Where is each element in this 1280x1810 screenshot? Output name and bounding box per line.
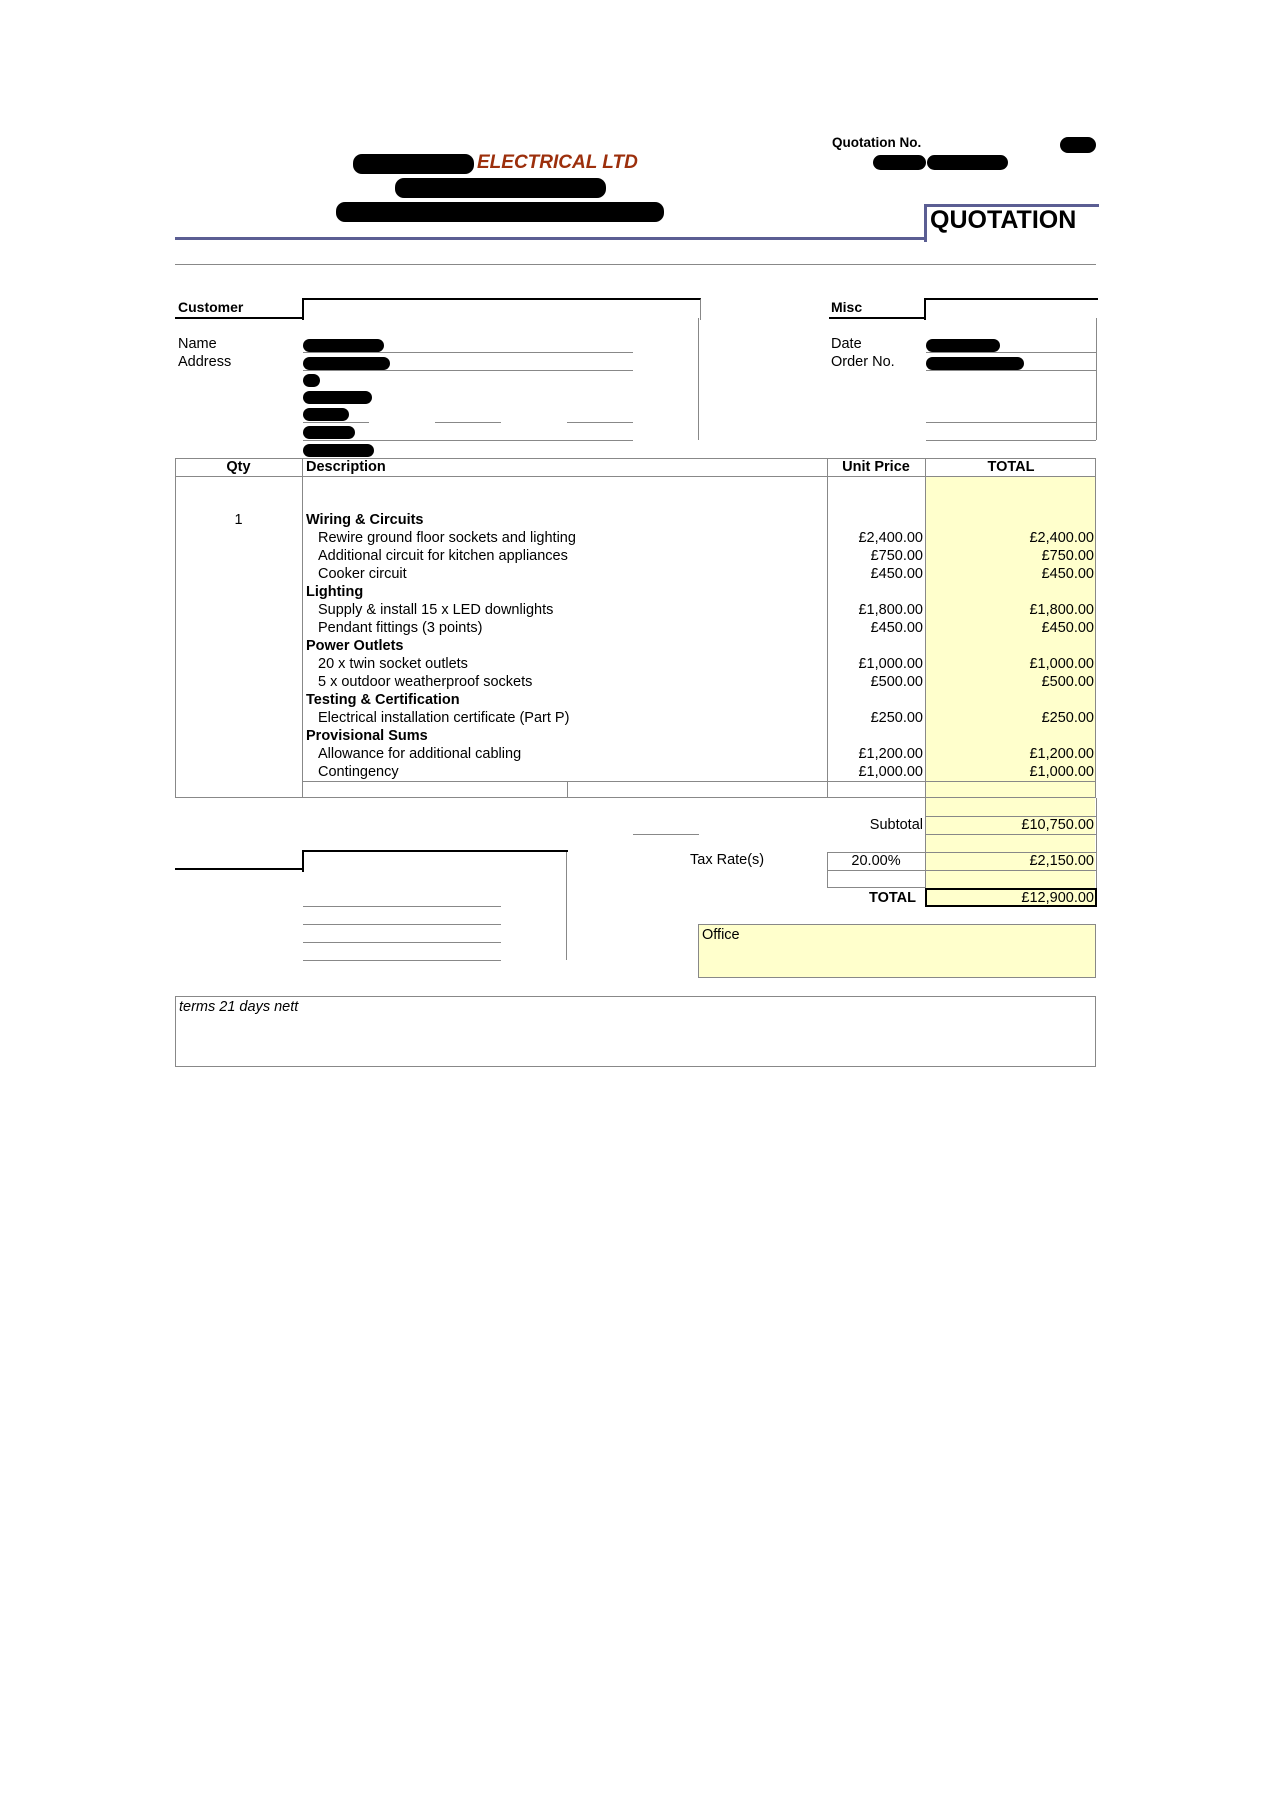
table-row-description: 5 x outdoor weatherproof sockets [318,674,533,690]
table-row-description: Rewire ground floor sockets and lighting [318,530,576,546]
table-row-heading: Power Outlets [306,638,404,654]
table-row-unit-price: £1,800.00 [858,602,923,618]
customer-section-label: Customer [178,299,244,315]
company-name-suffix: ELECTRICAL LTD [477,152,638,173]
unit-price-header: Unit Price [842,459,910,475]
table-row-unit-price: £1,200.00 [858,746,923,762]
table-row-unit-price: £1,000.00 [858,764,923,780]
address-field-line-3 [435,422,501,423]
misc-frame [924,298,1098,320]
customer-frame-right [698,318,699,440]
payment-field-line-3 [303,942,501,943]
subtotal-side-rule [633,834,699,835]
misc-label-underline [829,317,925,319]
description-header: Description [306,459,386,475]
table-row-heading: Testing & Certification [306,692,460,708]
table-last-row-divider [303,781,1095,782]
payment-field-line-2 [303,924,501,925]
tax-rate-box-divider [827,870,925,871]
table-row-description: Contingency [318,764,399,780]
redacted-company-address-1 [395,178,606,198]
redacted-order-no [926,357,1024,370]
redacted-company-address-2 [336,202,664,222]
redacted-company-name [353,154,474,174]
table-row-description: Pendant fittings (3 points) [318,620,483,636]
address-field-line-5 [303,440,633,441]
customer-label-underline [175,317,303,319]
order-no-label: Order No. [831,354,895,370]
table-row-total: £1,000.00 [1029,656,1094,672]
totals-divider-2 [926,834,1096,835]
document-title: QUOTATION [930,206,1077,234]
grand-total-label: TOTAL [869,890,916,906]
table-row-heading: Wiring & Circuits [306,512,424,528]
table-row-unit-price: £450.00 [870,620,923,636]
table-row-description: Supply & install 15 x LED downlights [318,602,554,618]
table-row-total: £500.00 [1041,674,1094,690]
payment-frame [302,850,568,872]
table-row-description: Cooker circuit [318,566,407,582]
redacted-quotation-no [1060,137,1096,153]
redacted-quotation-ref-1 [873,155,926,170]
terms-box [175,996,1096,1067]
totals-divider-4 [926,870,1096,871]
redacted-address-line-2 [303,374,320,387]
table-row-total: £450.00 [1041,620,1094,636]
totals-left-border [925,798,926,890]
address-field-line-1 [303,370,633,371]
payment-field-line-4 [303,960,501,961]
table-row-unit-price: £750.00 [870,548,923,564]
table-row-description: Allowance for additional cabling [318,746,522,762]
table-row-description: Electrical installation certificate (Part P) [318,710,570,726]
tax-rate-label: Tax Rate(s) [690,852,765,868]
payment-frame-right [566,852,567,960]
redacted-address-line-1 [303,357,390,370]
redacted-date [926,339,1000,352]
table-row-total: £450.00 [1041,566,1094,582]
tax-amount: £2,150.00 [1029,853,1094,869]
qty-column-divider [302,458,303,798]
misc-section-label: Misc [831,299,863,315]
address-field-line-2 [303,422,369,423]
quotation-no-label: Quotation No. [832,135,922,150]
totals-right-border [1096,798,1097,890]
misc-frame-right [1096,318,1097,440]
table-row-unit-price: £450.00 [870,566,923,582]
tax-rate-value: 20.00% [851,853,901,869]
table-row-description: Additional circuit for kitchen appliances [318,548,568,564]
table-row-unit-price: £500.00 [870,674,923,690]
table-row-total: £2,400.00 [1029,530,1094,546]
table-row-heading: Lighting [306,584,364,600]
redacted-address-line-5 [303,426,355,439]
redacted-address-line-6 [303,444,374,457]
table-row-total: £750.00 [1041,548,1094,564]
table-row-total: £1,000.00 [1029,764,1094,780]
header-divider [175,264,1096,265]
payment-label-underline [175,868,303,870]
table-row-total: £250.00 [1041,710,1094,726]
date-field-line [926,352,1096,353]
terms-text: terms 21 days nett [179,999,299,1015]
table-row-total: £1,200.00 [1029,746,1094,762]
address-label: Address [178,354,232,370]
payment-field-line-1 [303,906,501,907]
header-rule [175,237,927,240]
redacted-quotation-ref-2 [927,155,1008,170]
customer-frame [302,298,701,320]
table-row-unit-price: £1,000.00 [858,656,923,672]
address-field-line-4 [567,422,633,423]
table-row-description: 20 x twin socket outlets [318,656,468,672]
misc-field-line-2 [926,440,1096,441]
redacted-customer-name [303,339,384,352]
grand-total-value: £12,900.00 [1021,890,1094,906]
office-label: Office [702,927,740,943]
date-label: Date [831,336,862,352]
table-row-total: £1,800.00 [1029,602,1094,618]
name-field-line [303,352,633,353]
redacted-address-line-4 [303,408,349,421]
subtotal-value: £10,750.00 [1021,817,1094,833]
order-field-line [926,370,1096,371]
name-label: Name [178,336,217,352]
qty-value: 1 [234,512,243,528]
qty-header: Qty [226,459,251,475]
table-last-row-split [567,781,568,798]
table-row-unit-price: £250.00 [870,710,923,726]
office-box [698,924,1096,978]
redacted-address-line-3 [303,391,372,404]
table-row-heading: Provisional Sums [306,728,428,744]
total-header: TOTAL [987,459,1035,475]
misc-field-line-1 [926,422,1096,423]
table-row-unit-price: £2,400.00 [858,530,923,546]
subtotal-label: Subtotal [869,817,923,833]
